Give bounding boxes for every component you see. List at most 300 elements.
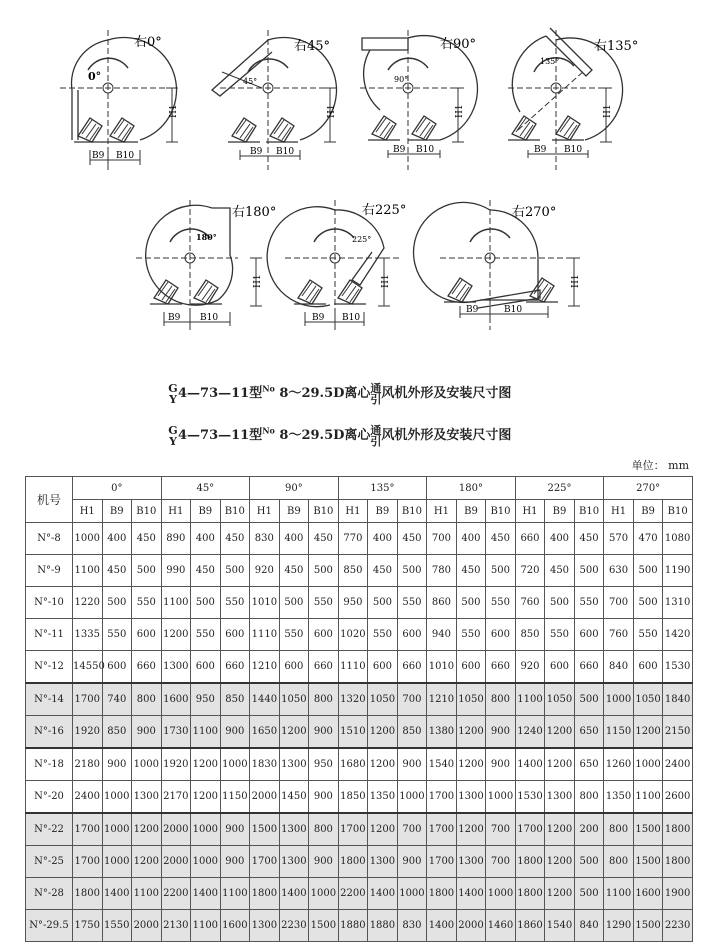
table-cell: 1260 (604, 748, 634, 781)
table-cell: 1320 (338, 683, 368, 716)
table-cell: 1000 (191, 813, 221, 846)
machine-no: N°-9 (26, 555, 73, 587)
table-cell: 550 (220, 587, 250, 619)
table-cell: 1100 (161, 587, 191, 619)
dim-b10: B10 (564, 145, 583, 155)
table-cell: 900 (486, 748, 516, 781)
table-cell: 500 (220, 555, 250, 587)
table-cell: 1200 (545, 716, 575, 749)
table-cell: 700 (427, 523, 457, 555)
table-cell: 1080 (663, 523, 693, 555)
table-cell: 840 (574, 910, 604, 942)
table-cell: 500 (279, 587, 309, 619)
table-cell: 1100 (73, 555, 103, 587)
table-cell: 450 (279, 555, 309, 587)
table-cell: 1400 (427, 910, 457, 942)
table-cell: 1700 (250, 846, 280, 878)
figure-caption-2: G Y4—73—11型$^{No}$ 8～29.5D离心通 引风机外形及安装尺寸图 (168, 423, 512, 448)
subcol-header: H1 (604, 500, 634, 523)
table-cell: 1540 (427, 748, 457, 781)
table-cell: 2000 (250, 781, 280, 814)
angle-header: 90° (250, 477, 339, 500)
table-cell: 1200 (368, 716, 398, 749)
diagram-inner-angle: 90° (394, 75, 409, 84)
table-cell: 600 (132, 619, 162, 651)
machine-no: N°-10 (26, 587, 73, 619)
diagram-90 (360, 30, 477, 170)
dim-b9: B9 (466, 305, 479, 315)
table-cell: 1240 (515, 716, 545, 749)
table-cell: 900 (220, 813, 250, 846)
table-cell: 720 (515, 555, 545, 587)
diagram-135 (508, 28, 638, 170)
diagram-label: 右270° (512, 205, 557, 220)
table-cell: 660 (397, 651, 427, 684)
diagram-label: 右225° (362, 203, 407, 218)
table-cell: 1700 (73, 813, 103, 846)
table-cell: 500 (574, 878, 604, 910)
machine-no: N°-12 (26, 651, 73, 684)
subcol-header: B9 (368, 500, 398, 523)
table-cell: 1300 (250, 910, 280, 942)
table-cell: 1050 (545, 683, 575, 716)
table-cell: 500 (397, 555, 427, 587)
subcol-header: H1 (250, 500, 280, 523)
table-cell: 1100 (220, 878, 250, 910)
dim-h1: H1 (455, 104, 465, 118)
table-cell: 1600 (220, 910, 250, 942)
table-cell: 1200 (545, 813, 575, 846)
table-cell: 1800 (663, 813, 693, 846)
table-cell: 1335 (73, 619, 103, 651)
table-row (26, 878, 693, 910)
dim-h1: H1 (253, 274, 263, 288)
table-cell: 1100 (515, 683, 545, 716)
table-cell: 550 (456, 619, 486, 651)
table-cell: 550 (309, 587, 339, 619)
table-row (26, 748, 693, 781)
figure-caption-1: G Y4—73—11型$^{No}$ 8～29.5D离心通 引风机外形及安装尺寸图 (168, 381, 512, 406)
dim-h1: H1 (169, 104, 179, 118)
machine-no: N°-18 (26, 748, 73, 781)
subcol-header: B9 (191, 500, 221, 523)
table-cell: 1000 (486, 781, 516, 814)
dim-b10: B10 (276, 147, 295, 157)
table-cell: 1000 (102, 813, 132, 846)
table-cell: 1500 (250, 813, 280, 846)
dim-b9: B9 (92, 151, 105, 161)
machine-no: N°-25 (26, 846, 73, 878)
table-cell: 1400 (368, 878, 398, 910)
table-cell: 1800 (663, 846, 693, 878)
table-cell: 550 (545, 619, 575, 651)
table-cell: 1020 (338, 619, 368, 651)
table-cell: 660 (515, 523, 545, 555)
diagram-45 (212, 30, 337, 170)
table-cell: 1000 (309, 878, 339, 910)
table-cell: 450 (191, 555, 221, 587)
table-cell: 600 (397, 619, 427, 651)
table-cell: 1400 (279, 878, 309, 910)
table-cell: 1400 (456, 878, 486, 910)
table-cell: 850 (397, 716, 427, 749)
table-cell: 1200 (633, 716, 663, 749)
table-cell: 1680 (338, 748, 368, 781)
diagram-label: 右45° (294, 39, 331, 54)
table-cell: 660 (309, 651, 339, 684)
table-cell: 1200 (545, 846, 575, 878)
table-cell: 1050 (633, 683, 663, 716)
angle-header: 45° (161, 477, 250, 500)
table-cell: 400 (368, 523, 398, 555)
table-cell: 700 (486, 846, 516, 878)
table-cell: 1300 (456, 781, 486, 814)
table-row (26, 781, 693, 814)
table-cell: 1000 (397, 781, 427, 814)
table-cell: 1000 (102, 846, 132, 878)
table-cell: 1190 (663, 555, 693, 587)
table-cell: 1200 (132, 846, 162, 878)
table-cell: 1550 (102, 910, 132, 942)
table-cell: 840 (604, 651, 634, 684)
table-cell: 1000 (102, 781, 132, 814)
table-cell: 1800 (250, 878, 280, 910)
table-cell: 500 (574, 555, 604, 587)
angle-header: 135° (338, 477, 427, 500)
table-cell: 1000 (191, 846, 221, 878)
machine-no: N°-8 (26, 523, 73, 555)
table-cell: 900 (132, 716, 162, 749)
dim-b10: B10 (416, 145, 435, 155)
table-row (26, 846, 693, 878)
table-cell: 1650 (250, 716, 280, 749)
table-cell: 900 (102, 748, 132, 781)
machine-no: N°-28 (26, 878, 73, 910)
table-cell: 1100 (633, 781, 663, 814)
angle-header: 270° (604, 477, 693, 500)
table-cell: 2000 (132, 910, 162, 942)
table-cell: 1150 (220, 781, 250, 814)
table-cell: 400 (456, 523, 486, 555)
table-cell: 650 (574, 716, 604, 749)
table-cell: 1300 (279, 846, 309, 878)
table-cell: 570 (604, 523, 634, 555)
table-cell: 2180 (73, 748, 103, 781)
table-cell: 800 (309, 683, 339, 716)
table-row (26, 683, 693, 716)
dim-b10: B10 (116, 151, 135, 161)
table-cell: 1350 (368, 781, 398, 814)
table-cell: 1110 (250, 619, 280, 651)
table-cell: 1200 (456, 813, 486, 846)
table-cell: 1920 (161, 748, 191, 781)
table-cell: 400 (279, 523, 309, 555)
dim-b10: B10 (342, 313, 361, 323)
table-cell: 2400 (663, 748, 693, 781)
subcol-header: H1 (338, 500, 368, 523)
table-cell: 2170 (161, 781, 191, 814)
table-cell: 950 (338, 587, 368, 619)
table-cell: 660 (574, 651, 604, 684)
subcol-header: B10 (220, 500, 250, 523)
angle-header: 180° (427, 477, 516, 500)
table-cell: 900 (486, 716, 516, 749)
table-row (26, 716, 693, 749)
table-cell: 920 (515, 651, 545, 684)
table-cell: 1750 (73, 910, 103, 942)
dim-b9: B9 (168, 313, 181, 323)
table-cell: 740 (102, 683, 132, 716)
table-cell: 1800 (73, 878, 103, 910)
table-cell: 1380 (427, 716, 457, 749)
table-cell: 900 (309, 846, 339, 878)
subcol-header: B9 (279, 500, 309, 523)
diagram-label: 右0° (134, 35, 162, 50)
diagram-label: 右90° (440, 37, 477, 52)
dim-h1: H1 (603, 104, 613, 118)
table-cell: 450 (486, 523, 516, 555)
table-cell: 600 (574, 619, 604, 651)
table-cell: 1300 (545, 781, 575, 814)
subcol-header: B10 (663, 500, 693, 523)
table-cell: 1200 (368, 748, 398, 781)
table-cell: 550 (633, 619, 663, 651)
table-cell: 1200 (368, 813, 398, 846)
table-cell: 1210 (427, 683, 457, 716)
table-cell: 1300 (368, 846, 398, 878)
table-cell: 700 (397, 813, 427, 846)
table-cell: 600 (309, 619, 339, 651)
table-cell: 1300 (161, 651, 191, 684)
subcol-header: B10 (574, 500, 604, 523)
table-cell: 1510 (338, 716, 368, 749)
table-cell: 450 (574, 523, 604, 555)
table-cell: 890 (161, 523, 191, 555)
table-cell: 850 (102, 716, 132, 749)
table-cell: 1920 (73, 716, 103, 749)
table-cell: 1700 (338, 813, 368, 846)
machine-no: N°-22 (26, 813, 73, 846)
table-cell: 1000 (220, 748, 250, 781)
table-cell: 1000 (633, 748, 663, 781)
table-cell: 500 (545, 587, 575, 619)
table-cell: 550 (279, 619, 309, 651)
table-cell: 660 (132, 651, 162, 684)
table-cell: 2130 (161, 910, 191, 942)
table-cell: 2400 (73, 781, 103, 814)
table-cell: 1460 (486, 910, 516, 942)
table-cell: 1800 (427, 878, 457, 910)
table-cell: 660 (486, 651, 516, 684)
table-cell: 1290 (604, 910, 634, 942)
table-cell: 600 (279, 651, 309, 684)
table-cell: 1300 (279, 813, 309, 846)
table-cell: 1500 (309, 910, 339, 942)
table-cell: 1220 (73, 587, 103, 619)
dim-h1: H1 (571, 274, 581, 288)
table-cell: 1200 (545, 748, 575, 781)
unit-label: 单位： mm (631, 459, 689, 472)
table-cell: 1800 (515, 878, 545, 910)
table-cell: 1010 (427, 651, 457, 684)
table-cell: 1100 (191, 716, 221, 749)
table-cell: 700 (486, 813, 516, 846)
dim-b9: B9 (250, 147, 263, 157)
table-cell: 2200 (161, 878, 191, 910)
table-cell: 1800 (515, 846, 545, 878)
subcol-header: H1 (73, 500, 103, 523)
table-cell: 1700 (427, 781, 457, 814)
angle-header: 0° (73, 477, 162, 500)
diagram-inner-angle: 135° (540, 57, 560, 66)
table-cell: 500 (102, 587, 132, 619)
table-cell: 1730 (161, 716, 191, 749)
subcol-header: B9 (633, 500, 663, 523)
dim-h1: H1 (381, 274, 391, 288)
table-cell: 1880 (338, 910, 368, 942)
table-cell: 1600 (633, 878, 663, 910)
dim-h1: H1 (327, 104, 337, 118)
table-cell: 900 (309, 716, 339, 749)
table-cell: 1200 (191, 748, 221, 781)
table-cell: 550 (102, 619, 132, 651)
subcol-header: B10 (397, 500, 427, 523)
table-cell: 450 (132, 523, 162, 555)
table-cell: 1200 (545, 878, 575, 910)
table-cell: 2000 (161, 846, 191, 878)
diagram-inner-angle: 180° (196, 232, 217, 242)
subcol-header: B9 (545, 500, 575, 523)
table-cell: 1350 (604, 781, 634, 814)
table-cell: 450 (545, 555, 575, 587)
table-cell: 400 (102, 523, 132, 555)
table-cell: 760 (604, 619, 634, 651)
table-cell: 550 (486, 587, 516, 619)
table-cell: 1700 (73, 683, 103, 716)
table-cell: 450 (397, 523, 427, 555)
table-cell: 1400 (191, 878, 221, 910)
table-cell: 1100 (132, 878, 162, 910)
table-cell: 500 (456, 587, 486, 619)
subcol-header: H1 (427, 500, 457, 523)
table-cell: 1000 (132, 748, 162, 781)
table-cell: 1010 (250, 587, 280, 619)
diagram-label: 右135° (594, 39, 639, 54)
table-cell: 1830 (250, 748, 280, 781)
table-cell: 780 (427, 555, 457, 587)
table-row (26, 651, 693, 684)
table-cell: 500 (633, 555, 663, 587)
table-cell: 830 (250, 523, 280, 555)
table-cell: 1150 (604, 716, 634, 749)
diagram-label: 右180° (232, 205, 277, 220)
machine-no: N°-14 (26, 683, 73, 716)
table-cell: 450 (102, 555, 132, 587)
table-cell: 700 (604, 587, 634, 619)
table-cell: 900 (397, 846, 427, 878)
table-cell: 1420 (663, 619, 693, 651)
dim-b10: B10 (200, 313, 219, 323)
table-cell: 600 (220, 619, 250, 651)
table-cell: 1700 (515, 813, 545, 846)
table-row (26, 910, 693, 942)
table-cell: 1050 (368, 683, 398, 716)
table-cell: 2200 (338, 878, 368, 910)
diagram-inner-angle: 0° (88, 70, 102, 83)
subcol-header: B10 (132, 500, 162, 523)
table-cell: 1210 (250, 651, 280, 684)
table-row (26, 587, 693, 619)
table-cell: 800 (604, 813, 634, 846)
table-cell: 400 (191, 523, 221, 555)
diagram-270 (414, 200, 581, 330)
table-cell: 2000 (161, 813, 191, 846)
dim-b10: B10 (504, 305, 523, 315)
machine-no: N°-29.5 (26, 910, 73, 942)
table-cell: 860 (427, 587, 457, 619)
table-cell: 450 (220, 523, 250, 555)
table-cell: 500 (132, 555, 162, 587)
diagram-225 (267, 200, 406, 330)
table-cell: 800 (604, 846, 634, 878)
table-cell: 1310 (663, 587, 693, 619)
dimension-table (25, 476, 693, 942)
table-cell: 1110 (338, 651, 368, 684)
table-cell: 600 (486, 619, 516, 651)
table-cell: 1450 (279, 781, 309, 814)
diagram-inner-angle: 225° (352, 235, 372, 244)
table-cell: 1880 (368, 910, 398, 942)
machine-no: N°-11 (26, 619, 73, 651)
table-row (26, 619, 693, 651)
subcol-header: H1 (161, 500, 191, 523)
table-cell: 1900 (663, 878, 693, 910)
table-cell: 1200 (161, 619, 191, 651)
table-cell: 600 (102, 651, 132, 684)
table-cell: 450 (368, 555, 398, 587)
table-cell: 650 (574, 748, 604, 781)
table-cell: 1200 (456, 716, 486, 749)
table-cell: 1000 (73, 523, 103, 555)
table-cell: 500 (574, 846, 604, 878)
table-cell: 400 (545, 523, 575, 555)
subcol-header: B10 (486, 500, 516, 523)
table-cell: 850 (515, 619, 545, 651)
table-cell: 470 (633, 523, 663, 555)
table-cell: 900 (220, 716, 250, 749)
table-cell: 1700 (427, 813, 457, 846)
table-cell: 1700 (427, 846, 457, 878)
table-cell: 940 (427, 619, 457, 651)
table-cell: 500 (574, 683, 604, 716)
table-cell: 950 (309, 748, 339, 781)
table-row (26, 813, 693, 846)
table-cell: 800 (486, 683, 516, 716)
table-cell: 2600 (663, 781, 693, 814)
table-cell: 1440 (250, 683, 280, 716)
table-cell: 1700 (73, 846, 103, 878)
table-cell: 1200 (191, 781, 221, 814)
table-cell: 500 (191, 587, 221, 619)
table-cell: 950 (191, 683, 221, 716)
table-cell: 550 (191, 619, 221, 651)
table-cell: 550 (132, 587, 162, 619)
table-cell: 1400 (515, 748, 545, 781)
diagram-180 (136, 200, 276, 330)
table-cell: 1050 (456, 683, 486, 716)
table-cell: 1600 (161, 683, 191, 716)
machine-no: N°-16 (26, 716, 73, 749)
